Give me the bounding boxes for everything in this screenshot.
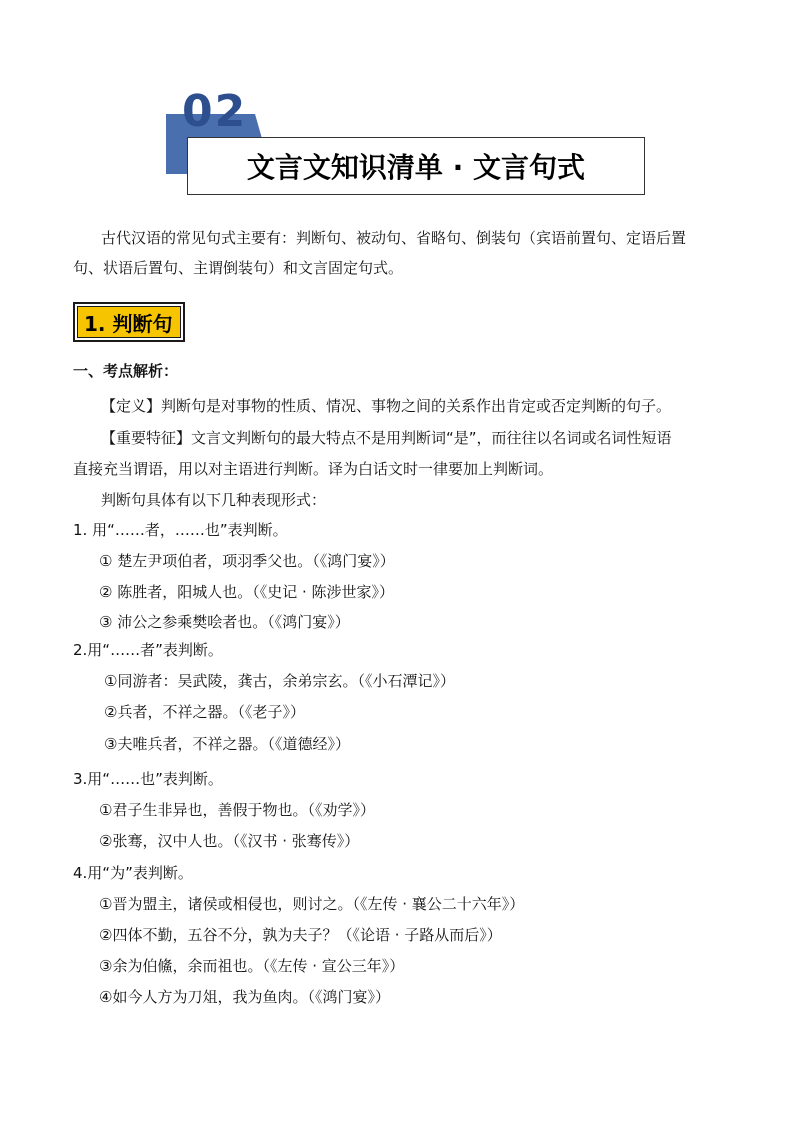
example-item: ②张骞，汉中人也。（《汉书 · 张骞传》） [99, 832, 360, 850]
example-item: ③ 沛公之参乘樊哙者也。（《鸿门宴》） [99, 613, 350, 631]
definition-text: 【定义】判断句是对事物的性质、情况、事物之间的关系作出肯定或否定判断的句子。 [101, 397, 672, 415]
example-item: ①同游者：吴武陵，龚古，余弟宗玄。（《小石潭记》） [104, 672, 455, 690]
feature-text: 直接充当谓语，用以对主语进行判断。译为白话文时一律要加上判断词。 [73, 460, 554, 478]
forms-intro: 判断句具体有以下几种表现形式： [101, 491, 327, 509]
example-item: ③余为伯鯈，余而祖也。（《左传 · 宣公三年》） [99, 957, 405, 975]
example-item: ②四体不勤，五谷不分，孰为夫子？（《论语 · 子路从而后》） [99, 926, 502, 944]
feature-text: 【重要特征】文言文判断句的最大特点不是用判断词“是”，而往往以名词或名词性短语 [101, 429, 672, 447]
example-item: ②兵者，不祥之器。（《老子》） [104, 703, 305, 721]
example-item: ③夫唯兵者，不祥之器。（《道德经》） [104, 735, 350, 753]
example-item: ① 楚左尹项伯者，项羽季父也。（《鸿门宴》） [99, 552, 395, 570]
example-item: ①晋为盟主，诸侯或相侵也，则讨之。（《左传 · 襄公二十六年》） [99, 895, 525, 913]
group-heading: 3.用“……也”表判断。 [73, 770, 223, 788]
section-label-text: 1. 判断句 [77, 306, 181, 338]
chapter-number: 02 [182, 86, 248, 137]
group-heading: 2.用“……者”表判断。 [73, 641, 223, 659]
group-heading: 1. 用“……者，……也”表判断。 [73, 521, 288, 539]
section-label [73, 302, 185, 342]
subsection-heading: 一、考点解析： [73, 362, 179, 380]
example-item: ①君子生非异也，善假于物也。（《劝学》） [99, 801, 375, 819]
intro-line: 句、状语后置句、主谓倒装句）和文言固定句式。 [73, 259, 404, 277]
group-heading: 4.用“为”表判断。 [73, 864, 193, 882]
example-item: ④如今人方为刀俎，我为鱼肉。（《鸿门宴》） [99, 988, 390, 1006]
page-title: 文言文知识清单 · 文言句式 [187, 137, 645, 195]
intro-line: 古代汉语的常见句式主要有：判断句、被动句、省略句、倒装句（宾语前置句、定语后置 [101, 229, 687, 247]
example-item: ② 陈胜者，阳城人也。（《史记 · 陈涉世家》） [99, 583, 395, 601]
